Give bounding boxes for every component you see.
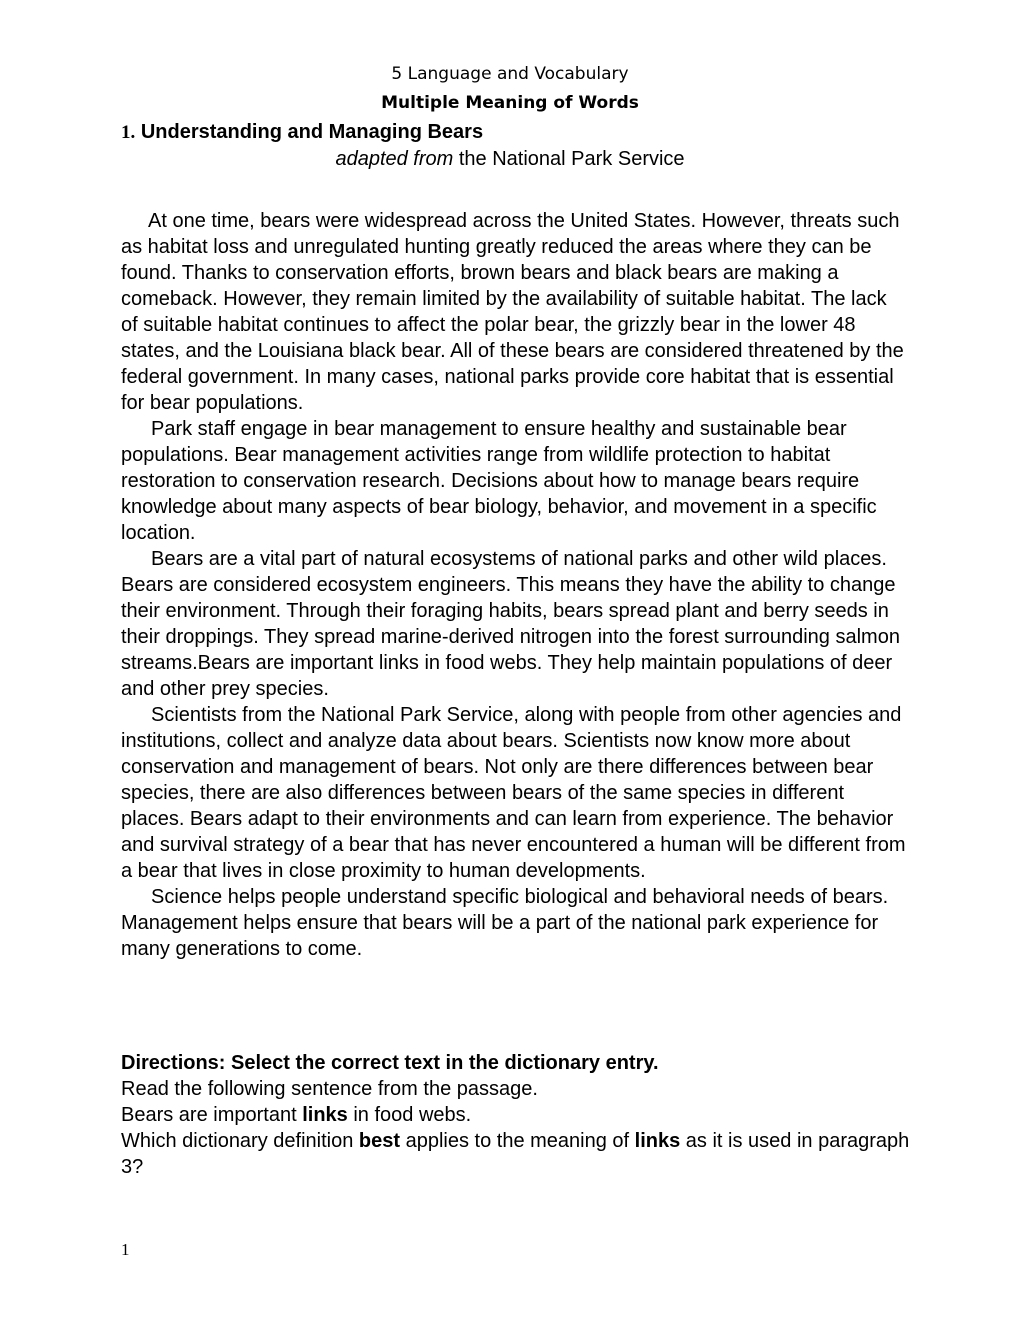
question-keyword-links: links	[634, 1130, 681, 1152]
question-keyword-best: best	[358, 1130, 401, 1152]
question-part: as it is used in paragraph 3?	[121, 1130, 910, 1178]
sentence-start: Bears are important	[121, 1104, 297, 1126]
sentence-keyword: links	[302, 1104, 348, 1126]
sentence-end: in food webs.	[353, 1104, 472, 1126]
paragraph: Park staff engage in bear management to ensure healthy and sustainable bear populations. Bear management activities range from wildlife protection to habitat restoration to conservation research. Decisions about how to manage bears require knowledge about many aspects of bear biology, behavior, and movement in a specific location.	[121, 418, 877, 544]
quoted-sentence	[121, 1102, 911, 1128]
question-number: 1.	[121, 122, 136, 143]
paragraph: Science helps people understand specific biological and behavioral needs of bears. Management helps ensure that bears will be a part of the national park experience for many generations to come.	[121, 886, 889, 960]
paragraph: Bears are a vital part of natural ecosystems of national parks and other wild places. Bears are considered ecosystem engineers. This means they have the ability to change their environment. Through their foraging habits, bears spread plant and berry seeds in their droppings. They spread marine-derived nitrogen into the forest surrounding salmon streams.Bears are important links in food webs. They help maintain populations of deer and other prey species.	[121, 548, 900, 700]
question-part: applies to the meaning of	[405, 1130, 630, 1152]
paragraph: At one time, bears were widespread across the United States. However, threats such as habitat loss and unregulated hunting greatly reduced the areas where they can be found. Thanks to conservation efforts, brown bears and black bears are making a comeback. However, they remain limited by the availability of suitable habitat. The lack of suitable habitat continues to affect the polar bear, the grizzly bear in the lower 48 states, and the Louisiana black bear. All of these bears are considered threatened by the federal government. In many cases, national parks provide core habitat that is essential for bear populations.	[121, 210, 904, 414]
question-part: Which dictionary definition	[121, 1130, 354, 1152]
directions-block	[121, 1050, 911, 1180]
question-prompt	[121, 1128, 911, 1180]
passage-title-text: Understanding and Managing Bears	[140, 121, 484, 143]
source-adapted-from: adapted from	[335, 148, 454, 170]
subject-header: 5 Language and Vocabulary	[391, 64, 629, 84]
topic-header: Multiple Meaning of Words	[381, 93, 639, 113]
passage-title	[121, 121, 483, 144]
passage-body	[121, 208, 906, 962]
page-number: 1	[121, 1240, 130, 1259]
source-name: the National Park Service	[458, 148, 685, 170]
passage-source	[0, 148, 1020, 171]
directions-heading: Directions: Select the correct text in the dictionary entry.	[121, 1052, 659, 1074]
directions-instruction: Read the following sentence from the passage.	[121, 1078, 538, 1100]
paragraph: Scientists from the National Park Service, along with people from other agencies and institutions, collect and analyze data about bears. Scientists now know more about conservation and management of bears. Not only are there differences between bear species, there are also differences between bears of the same species in different places. Bears adapt to their environments and can learn from experience. The behavior and survival strategy of a bear that has never encountered a human will be different from a bear that lives in close proximity to human developments.	[121, 704, 906, 882]
